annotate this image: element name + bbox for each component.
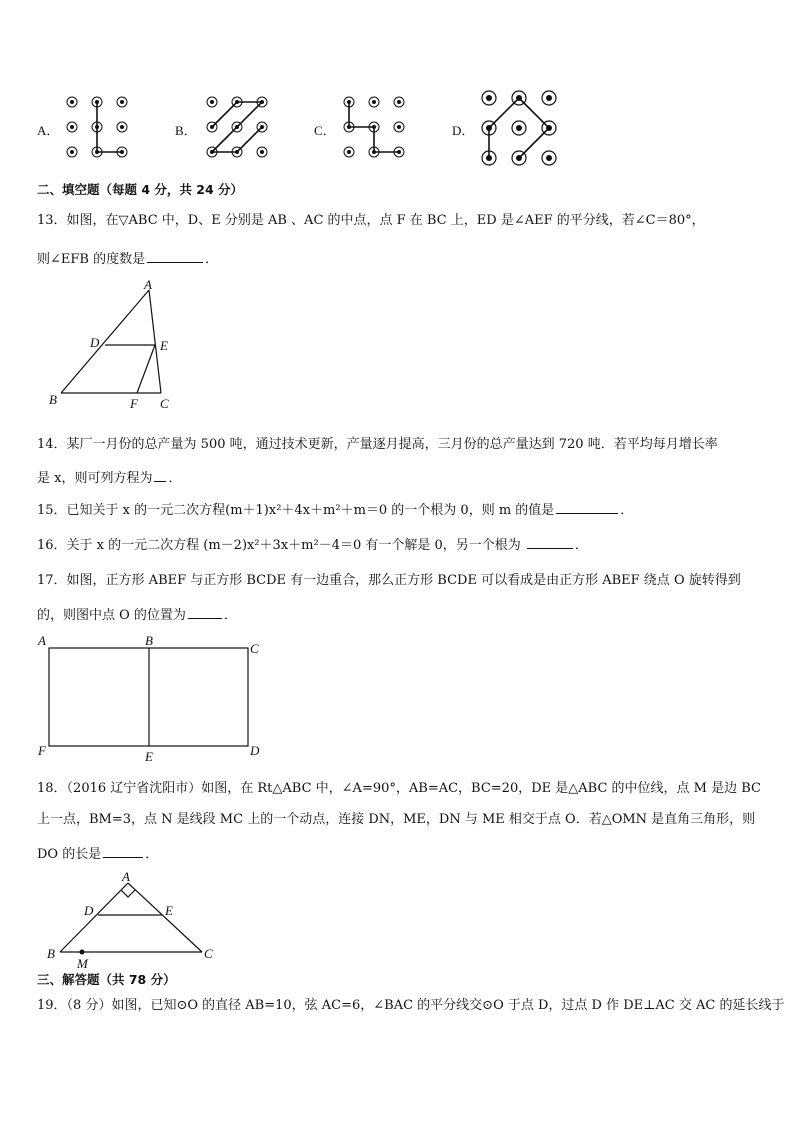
q13-label-c: C — [160, 396, 169, 411]
q17-two-squares-figure — [34, 633, 270, 763]
q14-line-1: 14．某厂一月份的总产量为 500 吨，通过技术更新，产量逐月提高，三月份的总产量达到 720 吨．若平均每月增长率 — [37, 437, 718, 452]
q18-label-a: A — [122, 870, 130, 884]
q13-label-d: D — [90, 335, 100, 350]
option-a-label: A． — [37, 123, 60, 138]
q13-label-e: E — [160, 338, 168, 353]
q17-answer-blank[interactable] — [188, 605, 222, 619]
q18-line-3-text: DO 的长是 — [37, 847, 102, 862]
q17-line-2-text: 的，则图中点 O 的位置为 — [37, 608, 186, 623]
q13-line-1: 13．如图，在▽ABC 中，D、E 分别是 AB 、AC 的中点，点 F 在 BC 上，ED 是∠AEF 的平分线，若∠C＝80°， — [37, 213, 705, 228]
q18-line-2: 上一点，BM=3，点 N 是线段 MC 上的一个动点，连接 DN，ME，DN 与 ME 相交于点 O．若△OMN 是直角三角形，则 — [37, 812, 756, 827]
q14-answer-blank[interactable] — [154, 468, 166, 482]
q18-answer-blank[interactable] — [103, 844, 143, 858]
q15-line-1-text: 15．已知关于 x 的一元二次方程(m＋1)x²＋4x＋m²＋m＝0 的一个根为 0，则 m 的值是 — [37, 503, 555, 518]
q17-label-c: C — [250, 641, 259, 656]
q17-label-f: F — [38, 743, 46, 758]
section-3-title: 三、解答题（共 78 分） — [37, 972, 176, 987]
q17-label-b: B — [145, 633, 153, 648]
q18-line-3 — [37, 844, 158, 864]
q17-line-2-end: ． — [223, 608, 237, 623]
option-c-label: C． — [314, 123, 336, 138]
q17-line-1: 17．如图，正方形 ABEF 与正方形 BCDE 有一边重合，那么正方形 BCDE 可以看成是由正方形 ABEF 绕点 O 旋转得到 — [37, 573, 741, 588]
option-d-dot-grid-figure — [474, 86, 562, 168]
q13-line-2 — [37, 249, 218, 269]
q18-label-m: M — [77, 956, 88, 970]
q14-line-2-text: 是 x，则可列方程为 — [37, 471, 153, 486]
q17-label-a: A — [38, 633, 46, 648]
q13-triangle-figure — [40, 278, 190, 412]
q19-line-1: 19．（8 分）如图，已知⊙O 的直径 AB=10，弦 AC=6，∠BAC 的平分线交⊙O 于点 D，过点 D 作 DE⊥AC 交 AC 的延长线于 — [37, 998, 785, 1013]
q18-label-c: C — [204, 946, 213, 961]
q14-line-2-end: ． — [168, 471, 182, 486]
q14-line-2 — [37, 468, 181, 488]
q13-label-a: A — [144, 278, 152, 292]
q18-label-d: D — [84, 903, 94, 918]
q17-line-2 — [37, 605, 237, 625]
q13-label-b: B — [49, 392, 57, 407]
q17-label-d: D — [250, 743, 260, 758]
option-d-label: D． — [452, 123, 475, 138]
section-2-title: 二、填空题（每题 4 分，共 24 分） — [37, 182, 244, 197]
option-c-dot-grid-figure — [337, 92, 409, 164]
q18-label-b: B — [47, 946, 55, 961]
option-b-label: B． — [175, 123, 197, 138]
q13-line-2-end: ． — [205, 252, 219, 267]
option-b-dot-grid-figure — [200, 92, 272, 164]
q13-line-2-text: 则∠EFB 的度数是 — [37, 252, 146, 267]
q18-label-e: E — [165, 903, 173, 918]
q16-line-1-end: ． — [574, 538, 588, 553]
q18-right-triangle-figure — [42, 870, 218, 970]
q16-line-1-text: 16．关于 x 的一元二次方程 (m－2)x²＋3x＋m²－4＝0 有一个解是 0，另一个根为 — [37, 538, 525, 553]
q13-label-f: F — [130, 396, 138, 411]
q15-line-1 — [37, 500, 633, 520]
q18-point-m — [80, 950, 85, 955]
q18-line-1: 18．（2016 辽宁省沈阳市）如图，在 Rt△ABC 中，∠A=90°，AB=AC，BC=20，DE 是△ABC 的中位线，点 M 是边 BC — [37, 781, 761, 796]
q16-line-1 — [37, 535, 588, 555]
q16-answer-blank[interactable] — [527, 535, 573, 549]
option-a-dot-grid-figure — [60, 92, 132, 164]
q17-label-e: E — [145, 749, 153, 763]
q18-line-3-end: ． — [145, 847, 159, 862]
q15-answer-blank[interactable] — [556, 500, 618, 514]
q15-line-1-end: ． — [620, 503, 634, 518]
q13-answer-blank[interactable] — [147, 249, 203, 263]
